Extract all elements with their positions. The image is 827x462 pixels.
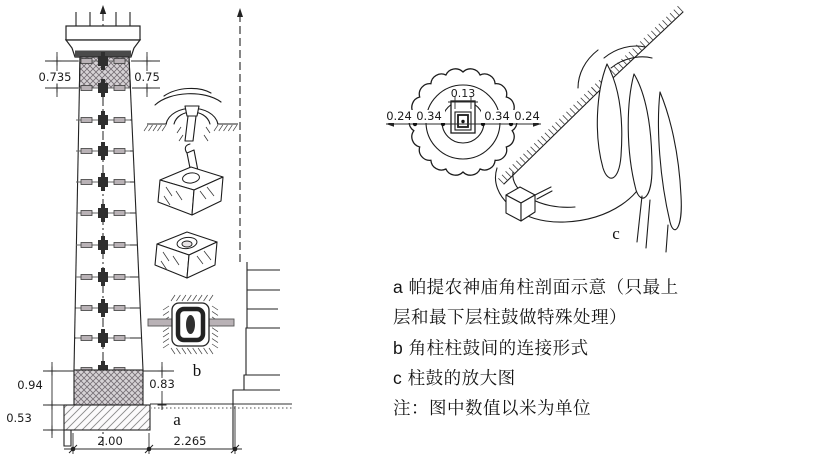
dim-capital-left: 0.735 <box>38 70 72 84</box>
break-edge-hatch <box>498 6 683 184</box>
detail-block-with-socket <box>155 232 217 278</box>
dim-capital-right: 0.75 <box>134 70 160 84</box>
section-break-edge <box>504 12 683 184</box>
detail-socket-plan <box>148 295 234 380</box>
drum-joints <box>75 52 142 379</box>
dim-plan-right-outer: 0.24 <box>514 109 540 123</box>
bottom-drum-hatched <box>74 370 143 405</box>
dim-stylobate-left: 0.53 <box>6 411 32 425</box>
wall-steps-profile <box>233 8 280 449</box>
wall-axis-arrow-icon <box>237 8 243 17</box>
dim-plan-left-outer: 0.24 <box>386 109 412 123</box>
caption-line-a: a 帕提农神庙角柱剖面示意（只最上 <box>393 277 679 297</box>
stylobate-step-edge <box>64 430 71 446</box>
label-c: c <box>612 224 620 243</box>
pour-channel-right <box>208 319 234 326</box>
dimension-base-right <box>143 362 178 410</box>
figure-caption <box>393 272 813 423</box>
pour-channel-left <box>148 319 172 326</box>
axis-arrow-icon <box>100 5 106 14</box>
dim-plan-right-inner: 0.34 <box>484 109 510 123</box>
drum-enlarged-sketch <box>495 6 683 252</box>
dim-base-drum-right: 0.83 <box>149 377 175 391</box>
center-dot <box>461 120 464 123</box>
dim-base-drum-left: 0.94 <box>17 378 43 392</box>
caption-line-c: c 柱鼓的放大图 <box>393 367 516 388</box>
drum-plan-drawing <box>383 69 543 175</box>
caption-line-note: 注：图中数值以米为单位 <box>393 398 591 419</box>
dim-plan-left-inner: 0.34 <box>416 109 442 123</box>
abacus <box>66 26 140 40</box>
detail-block-with-pin <box>158 144 223 215</box>
caption-line-b: b 角柱柱鼓间的连接形式 <box>393 337 589 358</box>
label-b: b <box>192 361 202 380</box>
caption-line-a2: 层和最下层柱鼓做特殊处理） <box>393 307 627 328</box>
stylobate-slab <box>64 405 150 430</box>
dim-width-right: 2.265 <box>173 434 207 448</box>
label-a: a <box>173 410 181 429</box>
dim-plan-center: 0.13 <box>450 87 476 100</box>
detail-joint-section <box>144 88 238 141</box>
dowel-oval <box>186 315 195 334</box>
dim-width-left: 2.00 <box>97 434 123 448</box>
